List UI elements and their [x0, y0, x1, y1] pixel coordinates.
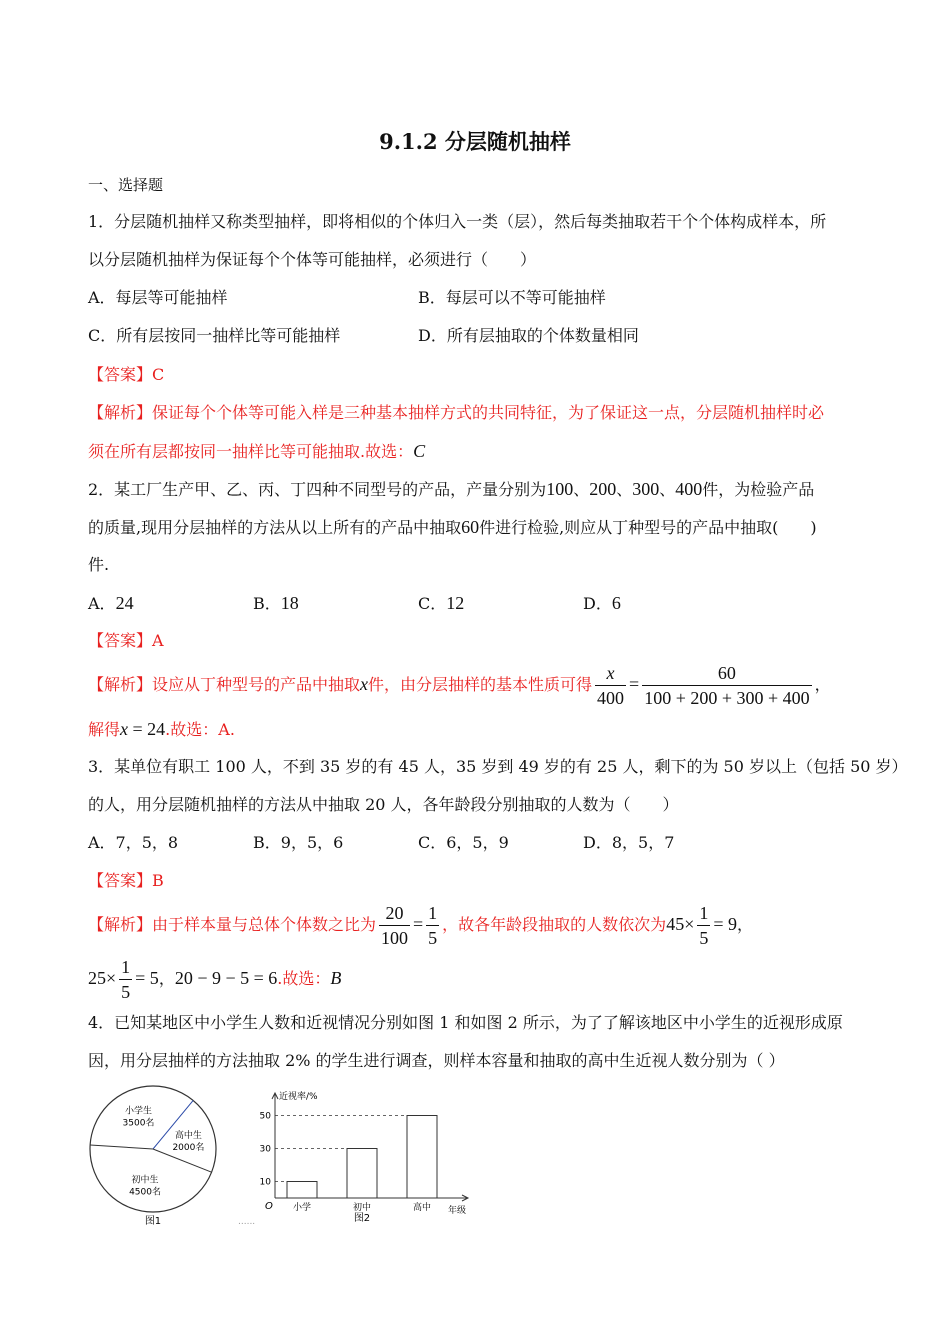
- bar-chart-fig2: [260, 1090, 468, 1224]
- q3-f2-numerator: 1: [426, 901, 439, 926]
- q2-qty-1: 100: [546, 479, 574, 499]
- q4-stem-line1: 4．已知某地区中小学生人数和近视情况分别如图 1 和如图 2 所示，为了了解该地区中小学生的近视形成原: [88, 1013, 843, 1032]
- q2-solve-value: = 24: [128, 719, 166, 739]
- q3-f3-denominator: 5: [699, 928, 709, 948]
- q3-fraction-1-5-c: [119, 955, 132, 1004]
- x-tick-label: 高中: [412, 1203, 432, 1213]
- q2-stem-text-b: 件，为检验产品: [702, 480, 815, 499]
- q3-expr-1-result: = 9: [713, 914, 737, 934]
- q4-stem-line2: 因，用分层抽样的方法抽取 2% 的学生进行调查，则样本容量和抽取的高中生近视人数分别为（ ）: [88, 1051, 785, 1070]
- q1-explanation-line1: 【解析】保证每个个体等可能入样是三种基本抽样方式的共同特征，为了保证这一点，分层随机抽样时必: [88, 403, 825, 422]
- x-axis-label: 年级: [448, 1206, 467, 1216]
- y-axis-label: 近视率/%: [279, 1092, 318, 1102]
- q2-explanation-line1: [88, 658, 831, 711]
- q3-equals-1: =: [413, 914, 424, 934]
- q3-explanation-line1: [88, 898, 753, 951]
- q2-stem-line3: 件.: [88, 555, 110, 574]
- q2-sep-3: 、: [659, 480, 676, 499]
- q1-answer: 【答案】C: [88, 365, 165, 384]
- y-tick-label: 30: [259, 1144, 271, 1155]
- q2-option-c-value: 12: [446, 593, 465, 613]
- q1-explanation-line2: [88, 440, 425, 463]
- q3-f1-denominator: 100: [381, 928, 409, 948]
- q3-expr-3: 20 − 9 − 5 = 6: [174, 968, 278, 988]
- q2-explanation-x: x: [360, 674, 369, 694]
- q1-option-a: A．每层等可能抽样: [88, 288, 228, 307]
- q3-f2-denominator: 5: [428, 928, 438, 948]
- q2-qty-4: 400: [675, 479, 703, 499]
- q3-explanation-text-a: 【解析】由于样本量与总体个体数之比为: [88, 915, 377, 934]
- x-tick-label: 初中: [352, 1203, 372, 1213]
- pie-slice-value-label: 2000名: [172, 1142, 205, 1153]
- q2-option-a: [88, 592, 134, 615]
- q3-fraction-20-100: [379, 901, 410, 950]
- q2-answer: 【答案】A: [88, 631, 164, 650]
- y-tick-label: 50: [259, 1111, 271, 1122]
- origin-label: O: [265, 1201, 273, 1212]
- q2-option-d-label: D．: [583, 594, 612, 613]
- q1-explanation-var: C: [413, 441, 426, 461]
- q3-expr-2: 25×: [88, 968, 117, 988]
- q2-equals: =: [629, 674, 640, 694]
- pie-slice-label: 初中生: [131, 1175, 159, 1186]
- q3-option-a: A．7，5，8: [88, 833, 179, 852]
- q2-solve-text: 解得: [88, 720, 121, 739]
- q2-option-b: [253, 592, 299, 615]
- q3-f4-numerator: 1: [119, 955, 132, 980]
- q2-option-a-label: A．: [88, 594, 116, 613]
- q2-option-d: [583, 592, 621, 615]
- q2-frac2-numerator: 60: [642, 661, 811, 686]
- bar: [287, 1182, 317, 1199]
- q1-option-c: C．所有层按同一抽样比等可能抽样: [88, 326, 341, 345]
- q3-explanation-line2: [88, 952, 341, 1005]
- q2-option-c: [418, 592, 464, 615]
- q2-fraction-60-total: [642, 661, 811, 710]
- q3-comma-2: ，: [158, 969, 175, 988]
- q1-option-d: D．所有层抽取的个体数量相同: [418, 326, 639, 345]
- q3-f3-numerator: 1: [697, 901, 710, 926]
- q3-option-d: D．8，5，7: [583, 833, 675, 852]
- q3-fraction-1-5-b: [697, 901, 710, 950]
- q3-option-c: C．6，5，9: [418, 833, 509, 852]
- q3-stem-line1: 3．某单位有职工 100 人，不到 35 岁的有 45 人，35 岁到 49 岁的有 25 人，剩下的为 50 岁以上（包括 50 岁）: [88, 757, 908, 776]
- bar: [347, 1149, 377, 1199]
- q1-stem-line1: 1．分层随机抽样又称类型抽样，即将相似的个体归入一类（层），然后每类抽取若干个个体构成样本，所: [88, 212, 827, 231]
- q2-explanation-line2: [88, 718, 235, 741]
- q3-f1-numerator: 20: [379, 901, 410, 926]
- q2-option-a-value: 24: [115, 593, 134, 613]
- q3-expr-2-result: = 5: [135, 968, 159, 988]
- q2-sample-size: 60: [461, 517, 480, 537]
- q3-choice-var: B: [330, 968, 342, 988]
- q1-option-b: B．每层可以不等可能抽样: [418, 288, 606, 307]
- fig1-caption: 图1: [144, 1216, 162, 1227]
- q2-stem-line1: [88, 478, 814, 501]
- q3-option-b: B．9，5，6: [253, 833, 344, 852]
- q2-fraction-x-400: [595, 661, 626, 710]
- q2-frac1-denominator: 400: [597, 688, 625, 708]
- q3-answer: 【答案】B: [88, 871, 164, 890]
- q2-sep-1: 、: [573, 480, 590, 499]
- page-title: 9.1.2 分层随机抽样: [379, 129, 571, 154]
- q3-expr-1: 45×: [666, 914, 695, 934]
- q2-stem-line2: [88, 516, 817, 539]
- pie-slice-label: 高中生: [174, 1130, 202, 1141]
- q2-stem-text-a: 2．某工厂生产甲、乙、丙、丁四种不同型号的产品，产量分别为: [88, 480, 547, 499]
- x-tick-label: 小学: [292, 1203, 312, 1213]
- q2-stem-text-d: 件进行检验,则应从丁种型号的产品中抽取( ): [479, 518, 817, 537]
- bar: [407, 1116, 437, 1199]
- q2-explanation-text-a: 【解析】设应从丁种型号的产品中抽取: [88, 675, 361, 694]
- q3-explanation-text-b: ，故各年龄段抽取的人数依次为: [442, 915, 667, 934]
- q3-choice-text: .故选：: [277, 969, 331, 988]
- q3-comma-1: ，: [737, 915, 754, 934]
- pie-slice-value-label: 4500名: [129, 1187, 161, 1198]
- q2-sep-2: 、: [616, 480, 633, 499]
- fig2-caption: 图2: [353, 1213, 371, 1224]
- q3-f4-denominator: 5: [121, 982, 131, 1002]
- q2-stem-text-c: 的质量,现用分层抽样的方法从以上所有的产品中抽取: [88, 518, 462, 537]
- q1-explanation-text: 须在所有层都按同一抽样比等可能抽取.故选：: [88, 442, 414, 461]
- q3-stem-line2: 的人，用分层随机抽样的方法从中抽取 20 人，各年龄段分别抽取的人数为（ ）: [88, 795, 679, 814]
- q2-qty-2: 200: [589, 479, 617, 499]
- pie-slice-label: 小学生: [124, 1106, 152, 1117]
- q4-figures: [80, 1085, 500, 1235]
- section-heading: 一、选择题: [88, 176, 164, 194]
- q2-option-d-value: 6: [611, 593, 621, 613]
- q2-solve-x: x: [120, 719, 129, 739]
- fig-dots: ......: [238, 1217, 256, 1227]
- q2-frac1-numerator: x: [595, 661, 626, 686]
- q2-comma: ，: [814, 675, 831, 694]
- q3-fraction-1-5: [426, 901, 439, 950]
- q2-option-b-value: 18: [280, 593, 299, 613]
- q2-frac2-denominator: 100 + 200 + 300 + 400: [644, 688, 810, 708]
- pie-slice-value-label: 3500名: [122, 1118, 155, 1129]
- q1-stem-line2: 以分层随机抽样为保证每个个体等可能抽样，必须进行（ ）: [88, 250, 537, 269]
- q2-solve-choice: .故选：A.: [165, 720, 235, 739]
- q2-explanation-text-b: 件，由分层抽样的基本性质可得: [368, 675, 593, 694]
- q2-option-b-label: B．: [253, 594, 281, 613]
- y-tick-label: 10: [259, 1177, 271, 1188]
- pie-chart-fig1: [90, 1086, 216, 1212]
- q2-option-c-label: C．: [418, 594, 447, 613]
- q2-qty-3: 300: [632, 479, 660, 499]
